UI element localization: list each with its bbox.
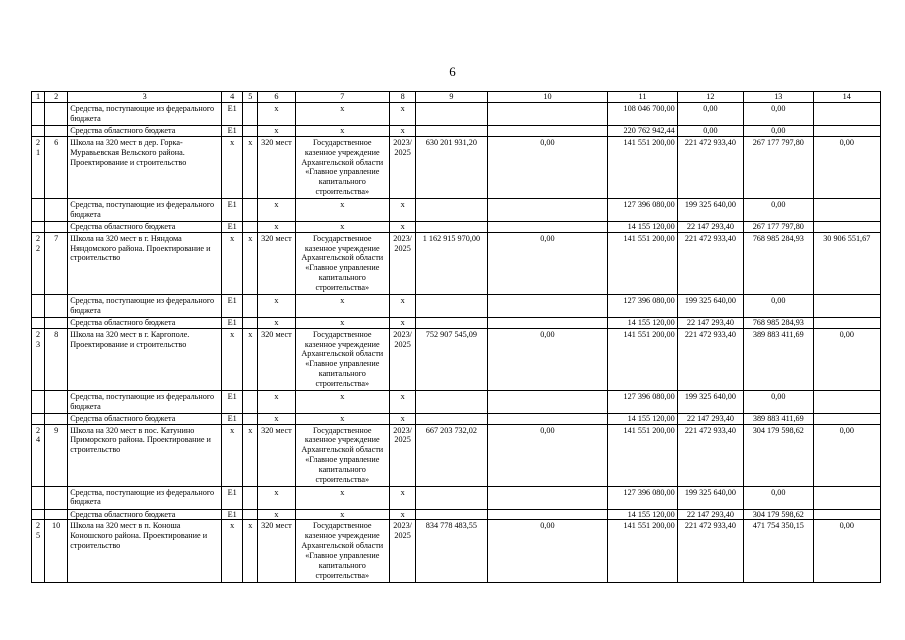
total-cost: 834 778 483,55 <box>416 520 487 582</box>
amount-col-14: 0,00 <box>813 520 881 582</box>
amount-col-11: 108 046 700,00 <box>608 103 677 126</box>
column-5-value: x <box>243 424 258 486</box>
project-code: x <box>222 232 243 294</box>
amount-col-14 <box>813 317 881 328</box>
object-name: Школа на 320 мест в дер. Горка-Муравьевская Вельского района. Проектирование и строительство <box>68 136 222 198</box>
total-cost <box>416 198 487 221</box>
customer: x <box>295 221 390 232</box>
column-header: 9 <box>416 92 487 103</box>
amount-col-11: 127 396 080,00 <box>608 390 677 413</box>
years: x <box>390 126 416 137</box>
project-code: E1 <box>222 509 243 520</box>
column-5-value: x <box>243 232 258 294</box>
years: 2023/ 2025 <box>390 232 416 294</box>
customer: x <box>295 103 390 126</box>
customer: x <box>295 294 390 317</box>
amount-col-13: 0,00 <box>744 103 813 126</box>
column-10-value <box>487 486 608 509</box>
capacity: x <box>258 126 295 137</box>
amount-col-11: 14 155 120,00 <box>608 221 677 232</box>
total-cost: 1 162 915 970,00 <box>416 232 487 294</box>
capacity: x <box>258 509 295 520</box>
amount-col-13: 0,00 <box>744 126 813 137</box>
years: x <box>390 413 416 424</box>
object-name: Средства областного бюджета <box>68 221 222 232</box>
amount-col-13: 389 883 411,69 <box>744 328 813 390</box>
amount-col-14: 0,00 <box>813 328 881 390</box>
years: x <box>390 509 416 520</box>
amount-col-14 <box>813 221 881 232</box>
total-cost <box>416 390 487 413</box>
amount-col-11: 220 762 942,44 <box>608 126 677 137</box>
amount-col-14: 0,00 <box>813 136 881 198</box>
page-number: 6 <box>449 64 456 79</box>
funding-source-row <box>32 103 881 126</box>
amount-col-14 <box>813 509 881 520</box>
column-5-value <box>243 413 258 424</box>
table-row <box>32 328 881 390</box>
years: x <box>390 390 416 413</box>
column-5-value <box>243 486 258 509</box>
column-10-value: 0,00 <box>487 424 608 486</box>
amount-col-14 <box>813 103 881 126</box>
customer: x <box>295 509 390 520</box>
column-5-value <box>243 103 258 126</box>
amount-col-14 <box>813 413 881 424</box>
column-5-value <box>243 126 258 137</box>
object-name: Средства областного бюджета <box>68 413 222 424</box>
amount-col-14: 0,00 <box>813 424 881 486</box>
amount-col-14: 30 906 551,67 <box>813 232 881 294</box>
amount-col-12: 0,00 <box>677 126 743 137</box>
funding-source-row <box>32 221 881 232</box>
amount-col-13: 768 985 284,93 <box>744 317 813 328</box>
column-5-value: x <box>243 136 258 198</box>
column-header: 12 <box>677 92 743 103</box>
item-number <box>45 221 68 232</box>
amount-col-11: 127 396 080,00 <box>608 198 677 221</box>
total-cost <box>416 221 487 232</box>
total-cost: 667 203 732,02 <box>416 424 487 486</box>
column-header: 10 <box>487 92 608 103</box>
column-header: 5 <box>243 92 258 103</box>
funding-source-row <box>32 317 881 328</box>
total-cost: 752 907 545,09 <box>416 328 487 390</box>
amount-col-12: 199 325 640,00 <box>677 486 743 509</box>
amount-col-13: 768 985 284,93 <box>744 232 813 294</box>
years: x <box>390 294 416 317</box>
row-number <box>32 413 45 424</box>
column-5-value <box>243 198 258 221</box>
total-cost <box>416 413 487 424</box>
amount-col-12: 221 472 933,40 <box>677 136 743 198</box>
object-name: Школа на 320 мест в г. Няндома Няндомского района. Проектирование и строительство <box>68 232 222 294</box>
total-cost <box>416 126 487 137</box>
capacity: 320 мест <box>258 232 295 294</box>
funding-source-row <box>32 413 881 424</box>
project-code: E1 <box>222 103 243 126</box>
project-code: E1 <box>222 198 243 221</box>
column-header: 3 <box>68 92 222 103</box>
customer: x <box>295 486 390 509</box>
project-code: x <box>222 424 243 486</box>
object-name: Средства, поступающие из федерального бюджета <box>68 486 222 509</box>
object-name: Средства областного бюджета <box>68 317 222 328</box>
row-number <box>32 317 45 328</box>
row-number: 21 <box>32 136 45 198</box>
capacity: x <box>258 198 295 221</box>
row-number: 22 <box>32 232 45 294</box>
column-header: 13 <box>744 92 813 103</box>
column-10-value <box>487 126 608 137</box>
total-cost: 630 201 931,20 <box>416 136 487 198</box>
amount-col-11: 141 551 200,00 <box>608 232 677 294</box>
item-number <box>45 126 68 137</box>
row-number <box>32 103 45 126</box>
column-header: 7 <box>295 92 390 103</box>
column-header: 8 <box>390 92 416 103</box>
column-10-value <box>487 103 608 126</box>
amount-col-11: 14 155 120,00 <box>608 509 677 520</box>
project-code: E1 <box>222 317 243 328</box>
capacity: x <box>258 486 295 509</box>
column-10-value <box>487 509 608 520</box>
customer: Государственное казенное учреждение Архангельской области «Главное управление капитального строительства» <box>295 328 390 390</box>
customer: x <box>295 317 390 328</box>
project-code: x <box>222 520 243 582</box>
years: 2023/ 2025 <box>390 424 416 486</box>
column-10-value <box>487 413 608 424</box>
row-number <box>32 126 45 137</box>
item-number <box>45 413 68 424</box>
table-row <box>32 232 881 294</box>
header-row <box>32 92 881 103</box>
customer: Государственное казенное учреждение Архангельской области «Главное управление капитального строительства» <box>295 424 390 486</box>
column-10-value <box>487 221 608 232</box>
customer: x <box>295 126 390 137</box>
total-cost <box>416 294 487 317</box>
object-name: Средства, поступающие из федерального бюджета <box>68 294 222 317</box>
object-name: Школа на 320 мест в пос. Катунино Приморского района. Проектирование и строительство <box>68 424 222 486</box>
capacity: x <box>258 103 295 126</box>
column-10-value <box>487 317 608 328</box>
budget-table <box>31 91 881 583</box>
amount-col-11: 14 155 120,00 <box>608 413 677 424</box>
item-number <box>45 103 68 126</box>
row-number <box>32 198 45 221</box>
column-10-value <box>487 198 608 221</box>
total-cost <box>416 486 487 509</box>
column-5-value <box>243 390 258 413</box>
capacity: 320 мест <box>258 424 295 486</box>
funding-source-row <box>32 198 881 221</box>
total-cost <box>416 103 487 126</box>
project-code: E1 <box>222 390 243 413</box>
years: 2023/ 2025 <box>390 136 416 198</box>
amount-col-11: 141 551 200,00 <box>608 136 677 198</box>
capacity: x <box>258 221 295 232</box>
amount-col-13: 0,00 <box>744 294 813 317</box>
table-row <box>32 520 881 582</box>
customer: x <box>295 413 390 424</box>
capacity: x <box>258 317 295 328</box>
customer: x <box>295 198 390 221</box>
column-header: 14 <box>813 92 881 103</box>
project-code: E1 <box>222 294 243 317</box>
item-number: 8 <box>45 328 68 390</box>
column-header: 6 <box>258 92 295 103</box>
column-5-value <box>243 317 258 328</box>
column-5-value <box>243 294 258 317</box>
amount-col-13: 0,00 <box>744 390 813 413</box>
customer: Государственное казенное учреждение Архангельской области «Главное управление капитального строительства» <box>295 232 390 294</box>
amount-col-12: 221 472 933,40 <box>677 232 743 294</box>
row-number <box>32 509 45 520</box>
funding-source-row <box>32 509 881 520</box>
object-name: Школа на 320 мест в п. Коноша Коношского района. Проектирование и строительство <box>68 520 222 582</box>
object-name: Средства, поступающие из федерального бюджета <box>68 198 222 221</box>
column-5-value: x <box>243 520 258 582</box>
column-10-value: 0,00 <box>487 136 608 198</box>
amount-col-12: 221 472 933,40 <box>677 520 743 582</box>
amount-col-13: 304 179 598,62 <box>744 509 813 520</box>
amount-col-11: 141 551 200,00 <box>608 520 677 582</box>
total-cost <box>416 509 487 520</box>
amount-col-13: 0,00 <box>744 198 813 221</box>
amount-col-12: 221 472 933,40 <box>677 328 743 390</box>
years: x <box>390 103 416 126</box>
amount-col-12: 22 147 293,40 <box>677 509 743 520</box>
years: x <box>390 486 416 509</box>
item-number: 9 <box>45 424 68 486</box>
amount-col-13: 0,00 <box>744 486 813 509</box>
funding-source-row <box>32 126 881 137</box>
item-number <box>45 486 68 509</box>
table-row <box>32 136 881 198</box>
item-number <box>45 390 68 413</box>
row-number <box>32 221 45 232</box>
object-name: Средства, поступающие из федерального бюджета <box>68 103 222 126</box>
amount-col-11: 127 396 080,00 <box>608 486 677 509</box>
customer: Государственное казенное учреждение Архангельской области «Главное управление капитального строительства» <box>295 136 390 198</box>
project-code: E1 <box>222 126 243 137</box>
amount-col-13: 267 177 797,80 <box>744 221 813 232</box>
row-number: 24 <box>32 424 45 486</box>
amount-col-14 <box>813 126 881 137</box>
capacity: 320 мест <box>258 520 295 582</box>
capacity: 320 мест <box>258 136 295 198</box>
row-number: 25 <box>32 520 45 582</box>
row-number: 23 <box>32 328 45 390</box>
column-10-value <box>487 390 608 413</box>
amount-col-11: 14 155 120,00 <box>608 317 677 328</box>
capacity: x <box>258 390 295 413</box>
amount-col-12: 199 325 640,00 <box>677 390 743 413</box>
project-code: x <box>222 136 243 198</box>
project-code: E1 <box>222 486 243 509</box>
item-number <box>45 509 68 520</box>
funding-source-row <box>32 390 881 413</box>
project-code: x <box>222 328 243 390</box>
amount-col-12: 199 325 640,00 <box>677 294 743 317</box>
table-body <box>32 92 881 583</box>
column-header: 2 <box>45 92 68 103</box>
item-number <box>45 317 68 328</box>
column-header: 1 <box>32 92 45 103</box>
object-name: Средства областного бюджета <box>68 126 222 137</box>
table-row <box>32 424 881 486</box>
customer: x <box>295 390 390 413</box>
funding-source-row <box>32 486 881 509</box>
amount-col-13: 267 177 797,80 <box>744 136 813 198</box>
amount-col-13: 471 754 350,15 <box>744 520 813 582</box>
object-name: Средства областного бюджета <box>68 509 222 520</box>
years: 2023/ 2025 <box>390 328 416 390</box>
item-number: 7 <box>45 232 68 294</box>
column-5-value: x <box>243 328 258 390</box>
amount-col-14 <box>813 486 881 509</box>
amount-col-12: 22 147 293,40 <box>677 317 743 328</box>
years: 2023/ 2025 <box>390 520 416 582</box>
column-5-value <box>243 509 258 520</box>
row-number <box>32 486 45 509</box>
years: x <box>390 221 416 232</box>
object-name: Средства, поступающие из федерального бюджета <box>68 390 222 413</box>
column-10-value: 0,00 <box>487 232 608 294</box>
capacity: x <box>258 294 295 317</box>
years: x <box>390 198 416 221</box>
amount-col-12: 22 147 293,40 <box>677 221 743 232</box>
item-number: 10 <box>45 520 68 582</box>
amount-col-13: 304 179 598,62 <box>744 424 813 486</box>
row-number <box>32 294 45 317</box>
amount-col-11: 141 551 200,00 <box>608 328 677 390</box>
amount-col-11: 141 551 200,00 <box>608 424 677 486</box>
capacity: 320 мест <box>258 328 295 390</box>
total-cost <box>416 317 487 328</box>
project-code: E1 <box>222 413 243 424</box>
column-10-value: 0,00 <box>487 520 608 582</box>
amount-col-12: 199 325 640,00 <box>677 198 743 221</box>
column-5-value <box>243 221 258 232</box>
amount-col-12: 221 472 933,40 <box>677 424 743 486</box>
amount-col-12: 22 147 293,40 <box>677 413 743 424</box>
capacity: x <box>258 413 295 424</box>
item-number: 6 <box>45 136 68 198</box>
amount-col-14 <box>813 294 881 317</box>
amount-col-12: 0,00 <box>677 103 743 126</box>
customer: Государственное казенное учреждение Архангельской области «Главное управление капитального строительства» <box>295 520 390 582</box>
column-header: 11 <box>608 92 677 103</box>
amount-col-13: 389 883 411,69 <box>744 413 813 424</box>
item-number <box>45 198 68 221</box>
column-10-value: 0,00 <box>487 328 608 390</box>
project-code: E1 <box>222 221 243 232</box>
years: x <box>390 317 416 328</box>
amount-col-14 <box>813 198 881 221</box>
object-name: Школа на 320 мест в г. Каргополе. Проектирование и строительство <box>68 328 222 390</box>
amount-col-11: 127 396 080,00 <box>608 294 677 317</box>
row-number <box>32 390 45 413</box>
amount-col-14 <box>813 390 881 413</box>
funding-source-row <box>32 294 881 317</box>
item-number <box>45 294 68 317</box>
column-header: 4 <box>222 92 243 103</box>
column-10-value <box>487 294 608 317</box>
